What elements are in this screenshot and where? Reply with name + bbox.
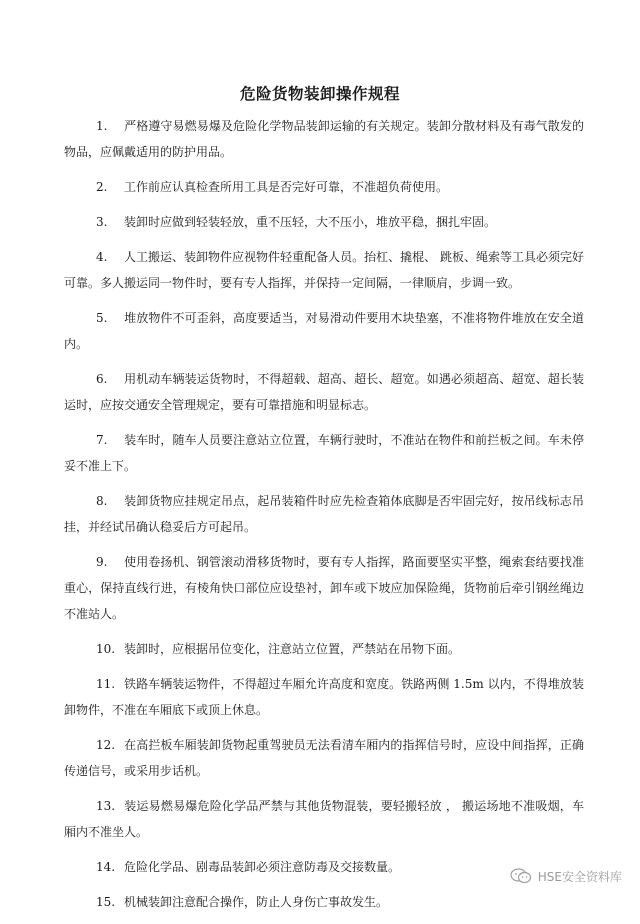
rule-item [64, 174, 584, 200]
rule-item [64, 889, 584, 915]
watermark-text: HSE安全资料库 [537, 869, 622, 884]
rule-number: 13. [96, 799, 116, 813]
rule-number: 11. [96, 677, 116, 691]
rule-item [64, 854, 584, 880]
rule-text: 人工搬运、装卸物件应视物件轻重配备人员。抬杠、撬棍、 跳板、绳索等工具必须完好可靠。多人搬运同一物件时，要有专人指挥，并保持一定间隔，一律顺肩，步调一致。 [64, 250, 584, 290]
rule-number: 10. [96, 642, 116, 656]
rule-item [64, 209, 584, 235]
rule-text: 铁路车辆装运物件，不得超过车厢允许高度和宽度。铁路两侧 1.5m 以内，不得堆放装卸物件，不准在车厢底下或顶上休息。 [64, 677, 584, 717]
rule-text: 危险化学品、剧毒品装卸必须注意防毒及交接数量。 [124, 860, 401, 874]
rule-item [64, 488, 584, 540]
rule-item [64, 732, 584, 784]
rule-item [64, 305, 584, 357]
rule-number: 9. [96, 555, 108, 569]
rule-number: 15. [96, 895, 116, 909]
rule-text: 装卸时，应根据吊位变化，注意站立位置，严禁站在吊物下面。 [124, 642, 461, 656]
rule-text: 使用卷扬机、钢管滚动滑移货物时，要有专人指挥，路面要坚实平整，绳索套结要找准重心，保持直线行进，有棱角快口部位应设垫衬，卸车或下坡应加保险绳，货物前后牵引钢丝绳边不准站人。 [64, 555, 584, 621]
rule-item [64, 549, 584, 627]
rule-text: 机械装卸注意配合操作，防止人身伤亡事故发生。 [124, 895, 389, 909]
rule-text: 用机动车辆装运货物时，不得超载、超高、超长、超宽。如遇必须超高、超宽、超长装运时，应按交通安全管理规定，要有可靠措施和明显标志。 [64, 372, 584, 412]
rule-item [64, 793, 584, 845]
rule-number: 1. [96, 119, 108, 133]
rule-text: 装运易燃易爆危险化学品严禁与其他货物混装，要轻搬轻放 ， 搬运场地不准吸烟，车厢内不准坐人。 [64, 799, 584, 839]
rule-text: 严格遵守易燃易爆及危险化学物品装卸运输的有关规定。装卸分散材料及有毒气散发的物品，应佩戴适用的防护用品。 [64, 119, 584, 159]
rule-item [64, 427, 584, 479]
rule-number: 6. [96, 372, 108, 386]
rule-item [64, 366, 584, 418]
rule-text: 装卸货物应挂规定吊点，起吊装箱件时应先检查箱体底脚是否牢固完好，按吊线标志吊挂，并经试吊确认稳妥后方可起吊。 [64, 494, 584, 534]
rule-number: 12. [96, 738, 116, 752]
rule-number: 3. [96, 215, 108, 229]
watermark [510, 866, 622, 886]
rule-text: 装卸时应做到轻装轻放，重不压轻，大不压小，堆放平稳，捆扎牢固。 [124, 215, 497, 229]
rule-text: 工作前应认真检查所用工具是否完好可靠，不准超负荷使用。 [124, 180, 449, 194]
rule-number: 5. [96, 311, 108, 325]
rules-list [64, 113, 584, 924]
rule-text: 堆放物件不可歪斜，高度要适当，对易滑动件要用木块垫塞，不准将物件堆放在安全道内。 [64, 311, 584, 351]
rule-item [64, 113, 584, 165]
rule-item [64, 244, 584, 296]
rule-item [64, 636, 584, 662]
document-title: 危险货物装卸操作规程 [239, 84, 400, 103]
rule-text: 装车时，随车人员要注意站立位置，车辆行驶时，不准站在物件和前拦板之间。车未停妥不准上下。 [64, 433, 584, 473]
rule-number: 2. [96, 180, 108, 194]
rule-number: 8. [96, 494, 108, 508]
rule-text: 在高拦板车厢装卸货物起重驾驶员无法看清车厢内的指挥信号时，应设中间指挥，正确传递信号，或采用步话机。 [64, 738, 584, 778]
rule-item [64, 671, 584, 723]
rule-number: 7. [96, 433, 108, 447]
rule-number: 4. [96, 250, 108, 264]
wechat-icon [510, 868, 532, 884]
rule-number: 14. [96, 860, 116, 874]
